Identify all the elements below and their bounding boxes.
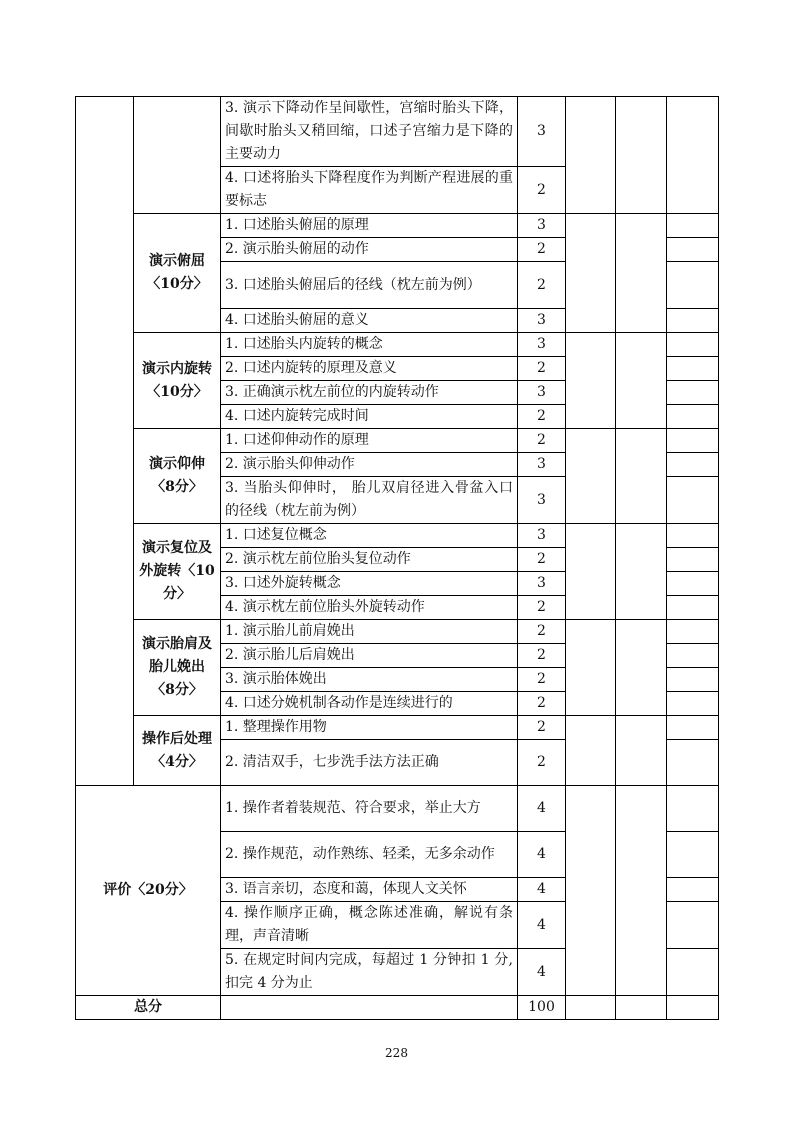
item-score: 4 <box>518 878 566 902</box>
item-score: 2 <box>518 596 566 620</box>
section-cell: 操作后处理〈4分〉 <box>134 716 221 786</box>
item-score: 3 <box>518 214 566 238</box>
item-score: 2 <box>518 429 566 453</box>
total-row <box>76 996 719 1020</box>
blank-cell <box>566 429 616 524</box>
blank-cell <box>566 786 616 996</box>
item-text: 3. 口述胎头俯屈后的径线（枕左前为例） <box>221 262 518 309</box>
blank-cell <box>667 902 719 949</box>
item-score: 2 <box>518 548 566 572</box>
blank-cell <box>616 429 667 524</box>
item-score: 2 <box>518 716 566 740</box>
item-text: 1. 整理操作用物 <box>221 716 518 740</box>
item-score: 3 <box>518 97 566 167</box>
total-score: 100 <box>518 996 566 1020</box>
blank-cell <box>667 333 719 357</box>
item-score: 2 <box>518 620 566 644</box>
item-score: 4 <box>518 902 566 949</box>
blank-cell <box>667 429 719 453</box>
item-text: 3. 演示胎体娩出 <box>221 668 518 692</box>
item-text: 3. 口述外旋转概念 <box>221 572 518 596</box>
item-text: 3. 当胎头仰伸时， 胎儿双肩径进入骨盆入口的径线（枕左前为例） <box>221 477 518 524</box>
item-text: 1. 演示胎儿前肩娩出 <box>221 620 518 644</box>
blank-cell <box>566 333 616 429</box>
item-text: 2. 清洁双手，七步洗手法方法正确 <box>221 740 518 786</box>
section-cell: 演示复位及外旋转〈10分〉 <box>134 524 221 620</box>
item-score: 3 <box>518 477 566 524</box>
item-text: 2. 演示胎头俯屈的动作 <box>221 238 518 262</box>
section-cell <box>134 97 221 214</box>
blank-cell <box>667 644 719 668</box>
blank-cell <box>667 740 719 786</box>
item-score: 4 <box>518 786 566 832</box>
section-cell: 演示俯屈〈10分〉 <box>134 214 221 333</box>
blank-cell <box>667 596 719 620</box>
item-score: 4 <box>518 949 566 996</box>
blank-cell <box>667 620 719 644</box>
item-score: 2 <box>518 668 566 692</box>
item-score: 2 <box>518 692 566 716</box>
blank-cell <box>667 381 719 405</box>
item-score: 2 <box>518 740 566 786</box>
item-score: 3 <box>518 453 566 477</box>
blank-cell <box>616 620 667 716</box>
blank-cell <box>667 97 719 214</box>
item-text: 4. 口述分娩机制各动作是连续进行的 <box>221 692 518 716</box>
page-number: 228 <box>385 1046 408 1060</box>
item-score: 3 <box>518 572 566 596</box>
table-row <box>76 716 719 740</box>
item-score: 2 <box>518 405 566 429</box>
table-row <box>76 429 719 453</box>
blank-cell <box>667 548 719 572</box>
blank-cell <box>616 716 667 786</box>
item-score: 3 <box>518 309 566 333</box>
item-text: 1. 操作者着装规范、符合要求，举止大方 <box>221 786 518 832</box>
item-text: 4. 演示枕左前位胎头外旋转动作 <box>221 596 518 620</box>
blank-cell <box>667 668 719 692</box>
item-text: 4. 口述胎头俯屈的意义 <box>221 309 518 333</box>
item-text: 1. 口述胎头俯屈的原理 <box>221 214 518 238</box>
item-text: 2. 口述内旋转的原理及意义 <box>221 357 518 381</box>
blank-cell <box>667 949 719 996</box>
table-row <box>76 786 719 832</box>
table-row <box>76 333 719 357</box>
item-text: 5. 在规定时间内完成，每超过 1 分钟扣 1 分, 扣完 4 分为止 <box>221 949 518 996</box>
item-score: 2 <box>518 262 566 309</box>
item-text: 2. 操作规范，动作熟练、轻柔，无多余动作 <box>221 832 518 878</box>
table-row <box>76 214 719 238</box>
blank-cell <box>616 214 667 333</box>
blank-cell <box>667 262 719 309</box>
item-score: 3 <box>518 333 566 357</box>
blank-cell <box>667 692 719 716</box>
blank-cell <box>667 238 719 262</box>
item-text: 4. 口述将胎头下降程度作为判断产程进展的重要标志 <box>221 167 518 214</box>
blank-cell <box>667 453 719 477</box>
blank-cell <box>667 477 719 524</box>
item-text: 1. 口述复位概念 <box>221 524 518 548</box>
blank-cell <box>667 309 719 333</box>
blank-cell <box>566 214 616 333</box>
blank-category-cell <box>76 97 134 786</box>
blank-cell <box>566 620 616 716</box>
item-text: 3. 语言亲切，态度和蔼，体现人文关怀 <box>221 878 518 902</box>
blank-cell <box>667 832 719 878</box>
blank-cell <box>616 786 667 996</box>
item-text: 3. 演示下降动作呈间歇性，宫缩时胎头下降，间歇时胎头又稍回缩，口述子宫缩力是下降的主要动力 <box>221 97 518 167</box>
item-text: 1. 口述仰伸动作的原理 <box>221 429 518 453</box>
blank-cell <box>566 97 616 214</box>
item-text: 2. 演示胎头仰伸动作 <box>221 453 518 477</box>
blank-cell <box>667 716 719 740</box>
table-row <box>76 524 719 548</box>
section-cell: 演示胎肩及胎儿娩出〈8分〉 <box>134 620 221 716</box>
blank-cell <box>616 996 667 1020</box>
item-text: 1. 口述胎头内旋转的概念 <box>221 333 518 357</box>
scoring-table <box>75 96 719 1020</box>
item-score: 3 <box>518 524 566 548</box>
blank-cell <box>667 572 719 596</box>
item-score: 4 <box>518 832 566 878</box>
item-score: 2 <box>518 644 566 668</box>
item-text: 2. 演示枕左前位胎头复位动作 <box>221 548 518 572</box>
section-cell: 演示内旋转〈10分〉 <box>134 333 221 429</box>
item-score: 2 <box>518 167 566 214</box>
table-row <box>76 97 719 167</box>
blank-cell <box>566 524 616 620</box>
item-score: 3 <box>518 381 566 405</box>
blank-cell <box>667 786 719 832</box>
item-text: 4. 操作顺序正确，概念陈述准确，解说有条理，声音清晰 <box>221 902 518 949</box>
item-score: 2 <box>518 238 566 262</box>
blank-cell <box>667 405 719 429</box>
blank-cell <box>221 996 518 1020</box>
blank-cell <box>616 524 667 620</box>
evaluation-label: 评价〈20分〉 <box>76 786 221 996</box>
section-cell: 演示仰伸〈8分〉 <box>134 429 221 524</box>
blank-cell <box>667 996 719 1020</box>
item-text: 3. 正确演示枕左前位的内旋转动作 <box>221 381 518 405</box>
item-score: 2 <box>518 357 566 381</box>
blank-cell <box>667 524 719 548</box>
blank-cell <box>616 97 667 214</box>
blank-cell <box>566 716 616 786</box>
table-row <box>76 620 719 644</box>
item-text: 4. 口述内旋转完成时间 <box>221 405 518 429</box>
blank-cell <box>566 996 616 1020</box>
total-label: 总分 <box>76 996 221 1020</box>
blank-cell <box>667 214 719 238</box>
blank-cell <box>667 878 719 902</box>
blank-cell <box>667 357 719 381</box>
blank-cell <box>616 333 667 429</box>
item-text: 2. 演示胎儿后肩娩出 <box>221 644 518 668</box>
